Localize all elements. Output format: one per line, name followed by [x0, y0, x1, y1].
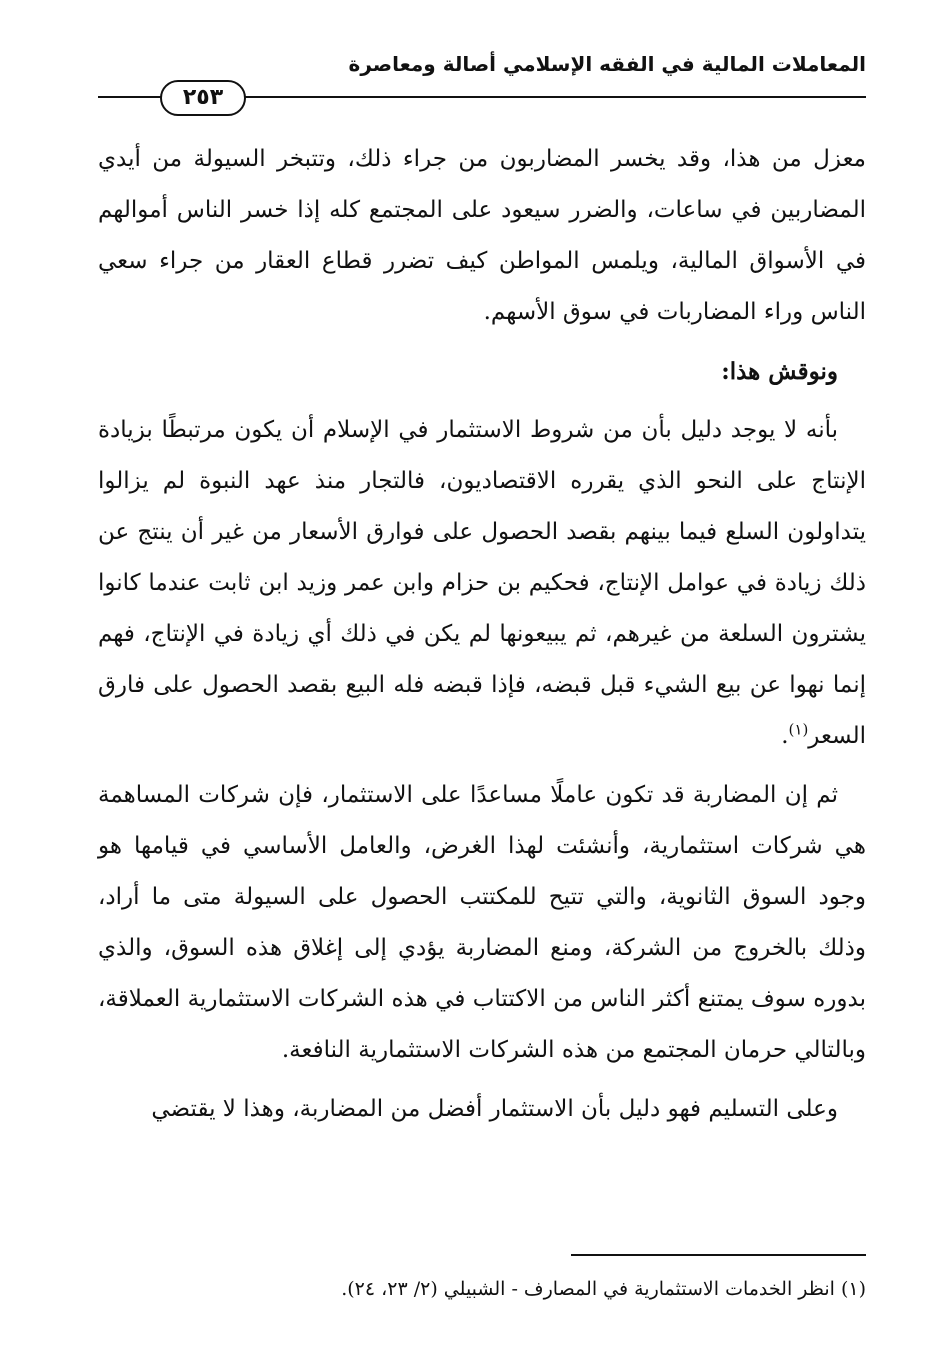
- paragraph-4: وعلى التسليم فهو دليل بأن الاستثمار أفضل من المضاربة، وهذا لا يقتضي: [151, 1096, 838, 1122]
- page-number: ٢٥٣: [160, 80, 246, 116]
- paragraph-2: [98, 405, 866, 762]
- paragraph-1: معزل من هذا، وقد يخسر المضاربون من جراء ذلك، وتتبخر السيولة من أيدي المضاربين في ساعات، والضرر سيعود على المجتمع كله إذا خسر الناس أموالهم في الأسواق المالية، ويلمس المواطن كيف تضرر قطاع العقار من جراء سعي الناس وراء المضاربات في سوق الأسهم.: [98, 146, 866, 325]
- paragraph-2-text: بأنه لا يوجد دليل بأن من شروط الاستثمار في الإسلام أن يكون مرتبطًا بزيادة الإنتاج على النحو الذي يقرره الاقتصاديون، فالتجار منذ عهد النبوة لم يزالوا يتداولون السلع فيما بينهم بقصد الحصول على فوارق الأسعار من غير أن ينتج عن ذلك زيادة في عوامل الإنتاج، فحكيم بن حزام وابن عمر وزيد ابن ثابت عندما كانوا يشترون السلعة من غيرهم، ثم يبيعونها لم يكن في ذلك أي زيادة في الإنتاج، فهم إنما نهوا عن بيع الشيء قبل قبضه، فإذا قبضه فله البيع بقصد الحصول على فارق السعر: [98, 417, 866, 749]
- paragraph-gap: [98, 1076, 866, 1084]
- subheading: ونوقش هذا:: [721, 358, 838, 385]
- footnote-reference[interactable]: (١): [788, 720, 809, 739]
- paragraph-gap: [98, 338, 866, 346]
- paragraph-gap: [98, 762, 866, 770]
- footnote-rule: [571, 1254, 866, 1256]
- running-title: المعاملات المالية في الفقه الإسلامي أصالة ومعاصرة: [348, 52, 866, 76]
- body-text: [98, 134, 866, 1135]
- paragraph-gap: [98, 397, 866, 405]
- paragraph-2-end: .: [781, 723, 789, 749]
- paragraph-3: ثم إن المضاربة قد تكون عاملًا مساعدًا على الاستثمار، فإن شركات المساهمة هي شركات استثمارية، وأنشئت لهذا الغرض، والعامل الأساسي في قيامها هو وجود السوق الثانوية، والتي تتيح للمكتتب الحصول على السيولة متى ما أراد، وذلك بالخروج من الشركة، ومنع المضاربة يؤدي إلى إغلاق هذه السوق، والذي بدوره سوف يمتنع أكثر الناس من الاكتتاب في هذه الشركات الاستثمارية العملاقة، وبالتالي حرمان المجتمع من هذه الشركات الاستثمارية النافعة.: [98, 782, 866, 1063]
- footnote: (١) انظر الخدمات الاستثمارية في المصارف - الشبيلي (٢/ ٢٣، ٢٤).: [341, 1278, 866, 1300]
